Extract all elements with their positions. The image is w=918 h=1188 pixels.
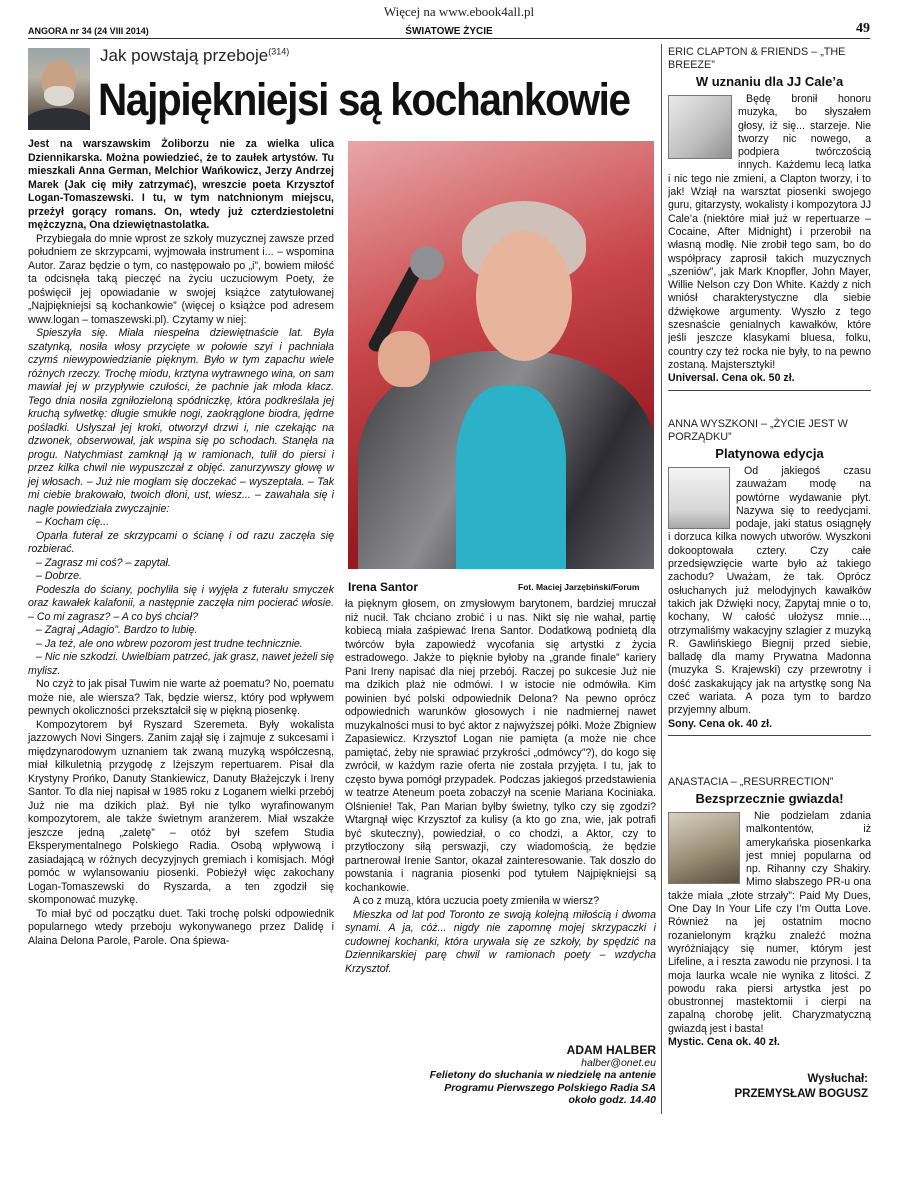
column-divider <box>661 44 662 1114</box>
article-paragraph: – Kocham cię... <box>36 516 110 528</box>
review-price: Sony. Cena ok. 40 zł. <box>668 717 773 730</box>
reviews-signoff <box>668 1072 868 1102</box>
review-wyszkoni <box>668 418 871 740</box>
review-kicker: ANNA WYSZKONI – „ŻYCIE JEST W PORZĄDKU” <box>668 418 848 443</box>
series-title-text: Jak powstają przeboje <box>100 46 269 65</box>
signoff-name: PRZEMYSŁAW BOGUSZ <box>734 1088 868 1100</box>
author-name: ADAM HALBER <box>566 1043 656 1057</box>
top-banner: Więcej na www.ebook4all.pl <box>383 4 535 19</box>
review-body: Będę bronił honoru muzyka, bo słyszałem głosy, iż się... starzeje. Nie tworzy nic nowego, a podpiera twórczością innych. Każdemu lecą latka i nic tego nie zmieni, a Clapton tworzy, i to jak! Wziął na warsztat piosenki swojego guru, gitarzysty, wokalisty i kompozytora JJ Cale’a (niektóre miał już w repertuarze – Cocaine, After Midnight) i przerobił na własną modłę. Nie zrobił tego sam, bo do współpracy zaprosił takich muzycznych „szeniów”, jak Mark Knopfler, John Mayer, Willie Nelson czy Don White. Każdy z nich wniósł charakterystyczne dla siebie dźwiękowe argumenty. Wyszło z tego szesnaście genialnych kawałków, które jeśli jeszcze klasykami bluesa, folku, country czy też rocka nie były, to na pewno zostaną. Majstersztyki! <box>668 93 871 371</box>
article-paragraph: ła pięknym głosem, on zmysłowym barytonem, bardziej mruczał niż nucił. Tak chciano zrobić i u nas. Nikt się nie wahał, partię kobiecą miała zaśpiewać Irena Santor. Dodatkową podnietą dla twórców była zapowiedź wycofania się artystki z życia estradowego. Jakże to pięknie byłoby na „grande finale” kariery Pani Ireny napisać dla niej przebój. Raczej po sukcesie Już nie ma dzikich plaż nie odmówi. I w istocie nie odmówiła. Kim powinien być polski odpowiednik Delona? Na pewno oprócz odpowiednich warunków głosowych i nie nadmiernej nawet muzykalności musi to być aktor z najwyższej półki. Może Zbigniew Zapasiewicz. Krzysztof Logan nie pamięta (a może nie chce pamiętać, żeby nie sprawiać przykrości „odmówcy”?), do kogo się zwrócił, w każdym razie oferta nie została przyjęta. I tu, jak to często bywa pomógł przypadek. Podczas jakiegoś przedstawienia w teatrze Ateneum poeta zobaczył na scenie Mariana Kociniaka. Olśnienie! Tak, Pan Marian byłby świetny, tylko czy się zgodzi? Wtargnął więc Krzysztof za kulisy (a kto go zna, wie, jak potrafi być skuteczny), powiedział, o co chodzi, a Aktor, czy to przytłoczony siłą perswazji, czy wiadomością, że będzie partnerował Irenie Santor, okazał zainteresowanie. Tak doszło do powstania i nagrania piosenki pod tytułem Najpiękniejsi są kochankowie. <box>345 598 656 894</box>
main-article <box>28 44 656 1124</box>
album-cover-image <box>668 812 740 884</box>
byline <box>345 1044 656 1107</box>
photo-credit: Fot. Maciej Jarzębiński/Forum <box>518 582 640 592</box>
photo-caption: Irena Santor <box>348 580 419 594</box>
article-paragraph: – Nic nie szkodzi. Uwielbiam patrzeć, jak grasz, nawet jeżeli się mylisz. <box>28 651 334 677</box>
album-cover-image <box>668 95 732 159</box>
review-kicker: ERIC CLAPTON & FRIENDS – „THE BREEZE” <box>668 46 846 71</box>
page-number: 49 <box>856 21 870 36</box>
article-paragraph: Przybiegała do mnie wprost ze szkoły muzycznej zawsze przed południem ze skrzypcami, wyjmowała instrument i... – wspomina Autor. Zaraz będzie o tym, co następowało po „i”, bowiem miłość ta odcisnęła taką pieczęć na życiu uczuciowym Poety, że poświęcił jej opowiadanie w swojej książce zatytułowanej „Najpiękniejsi są kochankowie” (więcej o książce pod adresem www.logan – tomaszewski.pl). Czytamy w niej: <box>28 232 334 326</box>
article-paragraph: – Zagraj „Adagio”. Bardzo to lubię. <box>36 624 198 636</box>
review-anastacia <box>668 776 871 1049</box>
article-paragraph: – Dobrze. <box>36 570 82 582</box>
reviews-sidebar <box>668 46 871 1126</box>
article-photo <box>348 141 654 569</box>
issue-label: ANGORA nr 34 (24 VIII 2014) <box>28 26 149 36</box>
author-email: halber@onet.eu <box>581 1056 656 1069</box>
divider <box>668 390 871 391</box>
article-column-2 <box>345 598 656 976</box>
review-body: Od jakiegoś czasu zauważam modę na powtórne wydawanie płyt. Nazywa się to reedycjami. podaje, jaki status osiągnęły i dorzuca kilka nowych utworów. Wyszkoni dokooptowała cztery. Czy całe przedsięwzięcie warte było aż takiego zachodu? Uważam, że tak. Oprócz osłuchanych już melodyjnych kawałków takich jak Dźwięki nocy, Zapytaj mnie o to, kochany, W całość ułożysz mnie..., otrzymaliśmy wakacyjny szlagier z muzyką R. Gawlińskiego Biegnij przed siebie, balladę dla mamy Prywatna Madonna (muzyka S. Krajewski) czy przewrotny i dość zaskakujący jak na artystkę song Na czeć wariata. A poza tym to bardzo przyjemny album. <box>668 465 871 717</box>
article-paragraph: Mieszka od lat pod Toronto ze swoją kolejną miłością i dwoma synami. A ja, cóż... nigdy nie zapomnę mojej skrzypaczki i cudownej kochanki, która urywała się ze szkoły, by spędzić na Dziennikarskiej parę chwil w ramionach poety – wzdycha Krzysztof. <box>345 908 656 975</box>
byline-note-3: około godz. 14.40 <box>568 1094 656 1106</box>
article-paragraph: Podeszła do ściany, pochyliła się i wyjęła z futerału smyczek oraz kawałek kalafonii, a następnie zaczęła nim pocierać włosie. – Co mi zagrasz? – A co byś chciał? <box>28 583 334 623</box>
headline: Najpiękniejsi są kochankowie <box>98 74 630 125</box>
article-paragraph: Oparła futerał ze skrzypcami o ścianę i od razu zaczęła się rozbierać. <box>28 529 334 555</box>
article-paragraph: A co z muzą, która uczucia poety zmieniła w wiersz? <box>353 895 600 907</box>
series-number: (314) <box>268 46 290 57</box>
review-title: Bezsprzecznie gwiazda! <box>695 791 844 806</box>
album-cover-image <box>668 467 730 529</box>
byline-note-2: Programu Pierwszego Polskiego Radia SA <box>444 1081 656 1094</box>
series-title <box>100 46 289 66</box>
article-paragraph: To miał być od początku duet. Taki trochę polski odpowiednik popularnego wtedy przeboju wykonywanego przez Dalidę i Alaina Delona Parole, Parole. Ona śpiewa- <box>28 907 334 947</box>
signoff-label: Wysłuchał: <box>807 1073 868 1085</box>
section-label: ŚWIATOWE ŻYCIE <box>405 26 493 37</box>
article-paragraph: No czyż to jak pisał Tuwim nie warte aż poematu? No, poematu może nie, ale wiersza? Tak, będzie wiersz, który pod wpływem pewnych okoliczności przekształcił się w piękną piosenkę. <box>28 678 334 717</box>
divider <box>668 735 871 736</box>
review-kicker: ANASTACIA – „RESURRECTION” <box>668 776 834 788</box>
review-body: Nie podzielam zdania malkontentów, iż amerykańska piosenkarka jest mniej popularna od np. Rihanny czy Shakiry. Mimo słabszego PR-u ona także miała „złote strzały”: Paid My Dues, One Day In Your Life czy I’m Outta Love. Również na jej ostatnim mocno rozanielonym krążku znaleźć można wyróżniający się numer, którym jest Lifeline, a i reszta zawodu nie przynosi. I ta moja laurka wcale nie wynika z litości. Z powodu raka piersi artystka jest po obustronnej mastektomii i cierpi na zapalną chorobę jelit. Charyzmatyczną gwiazdą jest i basta! <box>668 810 871 1035</box>
article-paragraph: – Ja też, ale ono wbrew pozorom jest trudne technicznie. <box>36 637 303 650</box>
article-paragraph: – Zagrasz mi coś? – zapytał. <box>36 556 171 569</box>
review-price: Universal. Cena ok. 50 zł. <box>668 372 795 385</box>
author-photo <box>28 48 90 130</box>
lead-paragraph: Jest na warszawskim Żoliborzu nie za wielka ulica Dziennikarska. Można powiedzieć, że to zaułek artystów. Tu mieszkali Anna German, Melchior Wańkowicz, Jerzy Andrzej Marek (Jak cię miły zatrzymać), wreszcie poeta Krzysztof Logan-Tomaszewski. I tu, w tym natchnionym miejscu, przeżył gorący romans. On, wtedy już czterdziestoletni mężczyzna, Ona dziewiętnastolatka. <box>28 138 334 231</box>
article-paragraph: Spieszyła się. Miała niespełna dziewiętnaście lat. Była szatynką, nosiła włosy przycięte w połowie szyi i pachniała czymś niewypowiedzianie pięknym. Było w tym zapachu wiele różnych rzeczy. Trochę miodu, krztyna wytrawnego wina, on sam mawiał jej w przypływie czułości, że pachnie jak młoda kłacz. Tego dnia nosiła zgniłozieloną spódniczkę, która podkreślała jej kruchą sylwetkę: długie smukłe nogi, zaokrąglone biodra, jędrne pośladki. Usłyszał jej kroki, otworzył drzwi i, nie czekając na dzwonek, obserwował, jak wspina się po schodach. Stanęła na progu. Natychmiast zamknął ją w ramionach, tulił do piersi i przez kilka chwil nie wypuszczał z objęć. zanurzywszy głowę w jej włosach. – Już nie mogłam się doczekać – wyszeptała. – Tak mi ciebie brakowało, twoich dłoni, ust, wiesz... – zawahała się i nagle powiedziała zwyczajnie: <box>28 327 334 515</box>
page-header <box>28 21 870 39</box>
review-title: Platynowa edycja <box>715 446 824 461</box>
review-title: W uznaniu dla JJ Cale’a <box>695 74 844 89</box>
article-paragraph: Kompozytorem był Ryszard Szeremeta. Były wokalista jazzowych Novi Singers. Zanim zajął się i zajmuje z sukcesami i międzynarodowym uznaniem tak zwaną muzyką współczesną, miał kilkuletnią przygodę z lżejszym repertuarem. Pisał dla Krystyny Prońko, Danuty Stankiewicz, Danuty Błażejczyk i Ireny Santor. To dla niej napisał w 1985 roku z Loganem wielki przebój Już nie ma dzikich plaż. Był nie tylko wyrafinowanym kompozytorem, ale także świetnym aranżerem. Miał wszakże jeszcze jedną „zaletę” – otóż był szefem Studia Eksperymentalnego Polskiego Radia. Osobą wpływową i zasiadającą w różnych decyzyjnych gremiach i komisjach. Mógł pomóc w wylansowaniu piosenki. Pobieżył więc zakochany Logan-Tomaszewski do Ryszarda, a ten zgodził się skomponować muzykę. <box>28 718 334 906</box>
article-column-1 <box>28 138 334 948</box>
byline-note-1: Felietony do słuchania w niedzielę na antenie <box>429 1069 656 1081</box>
review-clapton <box>668 46 871 395</box>
review-price: Mystic. Cena ok. 40 zł. <box>668 1036 780 1049</box>
